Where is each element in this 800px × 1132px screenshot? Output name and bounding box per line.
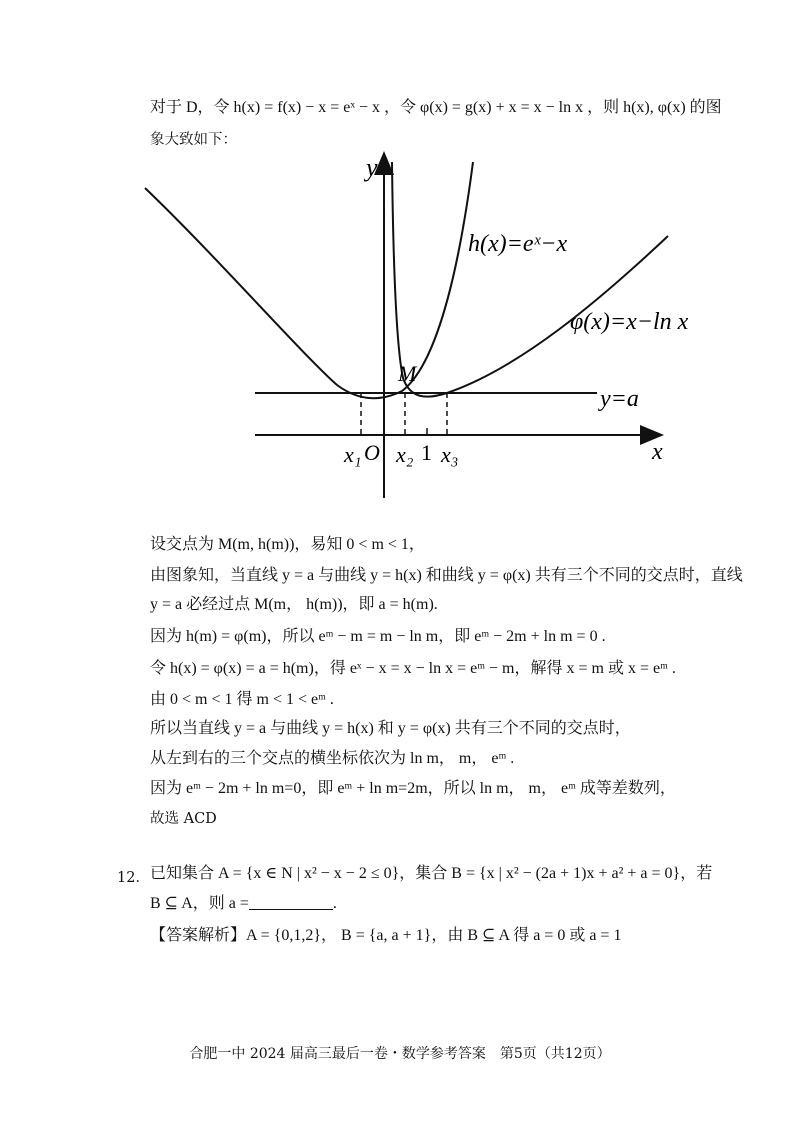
- label-y-a: y=a: [600, 386, 639, 412]
- page-footer: 合肥一中 2024 届高三最后一卷・数学参考答案 第5页（共12页）: [189, 1046, 611, 1062]
- intro-line-1: 对于 D，令 h(x) = f(x) − x = eˣ − x ，令 φ(x) = g(x) + x = x − ln x ，则 h(x), φ(x) 的图: [150, 99, 722, 116]
- question-12-prefix: B ⊆ A，则 a =: [150, 895, 249, 912]
- label-x1: x₁: [344, 442, 362, 467]
- label-m-point: M: [398, 361, 417, 386]
- solution-line: 设交点为 M(m, h(m))，易知 0 < m < 1，: [150, 536, 425, 553]
- label-origin: O: [364, 440, 380, 465]
- label-x3: x₃: [441, 442, 459, 467]
- solution-conclusion: 故选 ACD: [150, 811, 217, 827]
- curve-phi: [392, 162, 668, 397]
- solution-line: y = a 必经过点 M(m， h(m))，即 a = h(m).: [150, 596, 438, 613]
- label-h: h(x)=eˣ−x: [468, 231, 568, 257]
- label-x2: x₂: [396, 442, 414, 467]
- solution-line: 因为 h(m) = φ(m)，所以 eᵐ − m = m − ln m，即 eᵐ − 2m + ln m = 0 .: [150, 628, 606, 645]
- question-12-line-2: [150, 894, 337, 914]
- solution-line: 令 h(x) = φ(x) = a = h(m)，得 eˣ − x = x − ln x = eᵐ − m，解得 x = m 或 x = eᵐ .: [150, 660, 676, 677]
- intro-line-2: 象大致如下：: [150, 132, 237, 148]
- label-one: 1: [421, 440, 432, 465]
- question-12-line-1: 已知集合 A = {x ∈ N | x² − x − 2 ≤ 0}，集合 B = {x | x² − (2a + 1)x + a² + a = 0}，若: [150, 865, 713, 882]
- solution-line: 由图象知，当直线 y = a 与曲线 y = h(x) 和曲线 y = φ(x) 共有三个不同的交点时，直线: [150, 567, 743, 584]
- solution-line: 因为 eᵐ − 2m + ln m=0，即 eᵐ + ln m=2m，所以 ln m， m， eᵐ 成等差数列，: [150, 780, 676, 797]
- solution-line: 由 0 < m < 1 得 m < 1 < eᵐ .: [150, 691, 334, 708]
- question-12-answer: 【答案解析】A = {0,1,2}， B = {a, a + 1}，由 B ⊆ A 得 a = 0 或 a = 1: [150, 927, 622, 944]
- x-axis-label: x: [652, 439, 663, 465]
- solution-line: 从左到右的三个交点的横坐标依次为 ln m， m， eᵐ .: [150, 750, 515, 767]
- answer-blank: [249, 895, 333, 910]
- curve-h: [145, 162, 473, 398]
- function-graph: [0, 0, 800, 520]
- solution-line: 所以当直线 y = a 与曲线 y = h(x) 和 y = φ(x) 共有三个不同的交点时，: [150, 720, 631, 737]
- question-number: 12．: [117, 870, 150, 886]
- question-12-suffix: .: [332, 895, 337, 912]
- label-phi: φ(x)=x−ln x: [570, 309, 689, 335]
- y-axis-label: y: [366, 153, 378, 182]
